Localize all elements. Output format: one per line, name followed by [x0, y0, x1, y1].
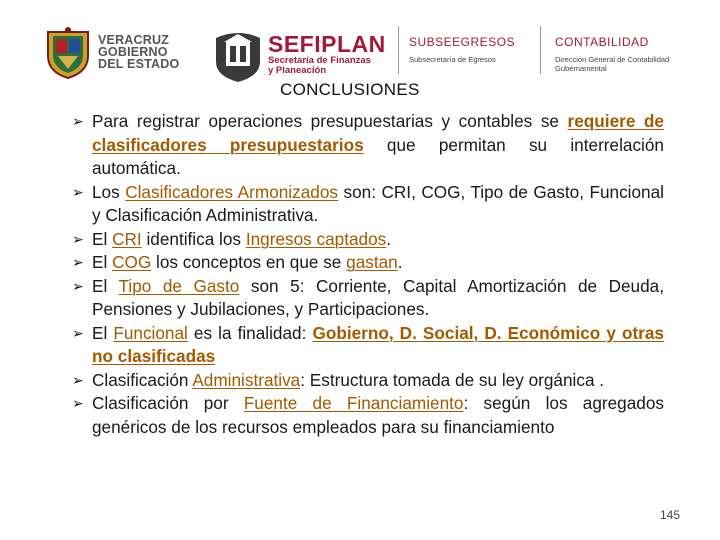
bullet-item	[72, 228, 664, 252]
bullet-text: son 5: Corriente, Capital Amortización de Deuda, Pensiones y Jubilaciones, y Participaciones.	[92, 275, 665, 319]
bullet-item	[72, 181, 664, 228]
highlighted-term: requiere de clasificadores presupuestarios	[92, 111, 664, 155]
highlighted-term: COG	[112, 252, 152, 272]
highlighted-term: Fuente de Financiamiento	[243, 393, 464, 413]
header-divider	[540, 26, 541, 74]
bullet-text: identifica los	[141, 228, 246, 249]
header	[0, 0, 720, 85]
arrow-bullet-icon: ➢	[72, 254, 84, 270]
bullet-text: El	[92, 228, 113, 249]
arrow-bullet-icon: ➢	[72, 183, 84, 200]
sefiplan-emblem-icon	[212, 28, 264, 82]
highlighted-term: Clasificadores Armonizados	[125, 181, 338, 202]
arrow-bullet-icon: ➢	[72, 395, 84, 411]
arrow-bullet-icon: ➢	[72, 277, 84, 294]
page-title: CONCLUSIONES	[280, 80, 420, 99]
page-number: 145	[659, 508, 680, 522]
sefiplan-subtitle: Secretaría de Finanzas y Planeación	[268, 55, 371, 76]
conclusions-list	[72, 110, 664, 439]
bullet-text: El	[92, 322, 114, 343]
veracruz-gobierno-text: VERACRUZ GOBIERNO DEL ESTADO	[98, 33, 180, 71]
bullet-text: Los	[92, 181, 126, 202]
bullet-item	[72, 369, 664, 393]
highlighted-term: Funcional	[113, 322, 188, 343]
bullet-text: .	[386, 228, 392, 249]
bullet-text: son: CRI, COG, Tipo de Gasto, Funcional y Clasificación Administrativa.	[92, 181, 664, 225]
bullet-text: que permitan su interrelación automática.	[92, 134, 664, 178]
bullet-item	[72, 251, 664, 275]
bullet-text: Clasificación por	[92, 393, 244, 413]
bullet-text: .	[397, 252, 403, 272]
arrow-bullet-icon: ➢	[72, 113, 84, 129]
subegresos-subtitle: Subsecretaría de Egresos	[409, 55, 496, 64]
sefiplan-title: SEFIPLAN	[268, 31, 386, 57]
header-divider	[398, 26, 399, 74]
subegresos-title: SUBSEEGRESOS	[409, 35, 516, 49]
bullet-item	[72, 322, 664, 369]
highlighted-term: Administrativa	[192, 369, 301, 390]
bullet-text: Para registrar operaciones presupuestarias y contables se	[92, 111, 568, 131]
bullet-text: El	[92, 275, 119, 296]
highlighted-term: Ingresos captados	[245, 228, 387, 249]
arrow-bullet-icon: ➢	[72, 230, 84, 247]
highlighted-term: gastan	[346, 252, 398, 272]
contabilidad-title: CONTABILIDAD	[555, 35, 649, 49]
arrow-bullet-icon: ➢	[72, 324, 84, 341]
highlighted-term: Tipo de Gasto	[118, 275, 240, 296]
bullet-item	[72, 110, 664, 181]
highlighted-term: CRI	[112, 228, 142, 249]
bullet-text: Clasificación	[92, 369, 193, 390]
highlighted-term: Gobierno, D. Social, D. Económico y otras no clasificadas	[92, 322, 664, 366]
bullet-text: : según los agregados genéricos de los recursos empleados para su financiamiento	[92, 393, 665, 437]
bullet-text: es la finalidad:	[187, 322, 313, 343]
bullet-item	[72, 275, 664, 322]
veracruz-shield-icon	[42, 26, 94, 80]
arrow-bullet-icon: ➢	[72, 371, 84, 388]
bullet-text: : Estructura tomada de su ley orgánica .	[300, 369, 605, 390]
contabilidad-subtitle: Dirección General de Contabilidad Gubernamental	[555, 55, 670, 73]
bullet-text: los conceptos en que se	[151, 252, 347, 272]
bullet-item	[72, 392, 664, 439]
bullet-text: El	[92, 252, 113, 272]
